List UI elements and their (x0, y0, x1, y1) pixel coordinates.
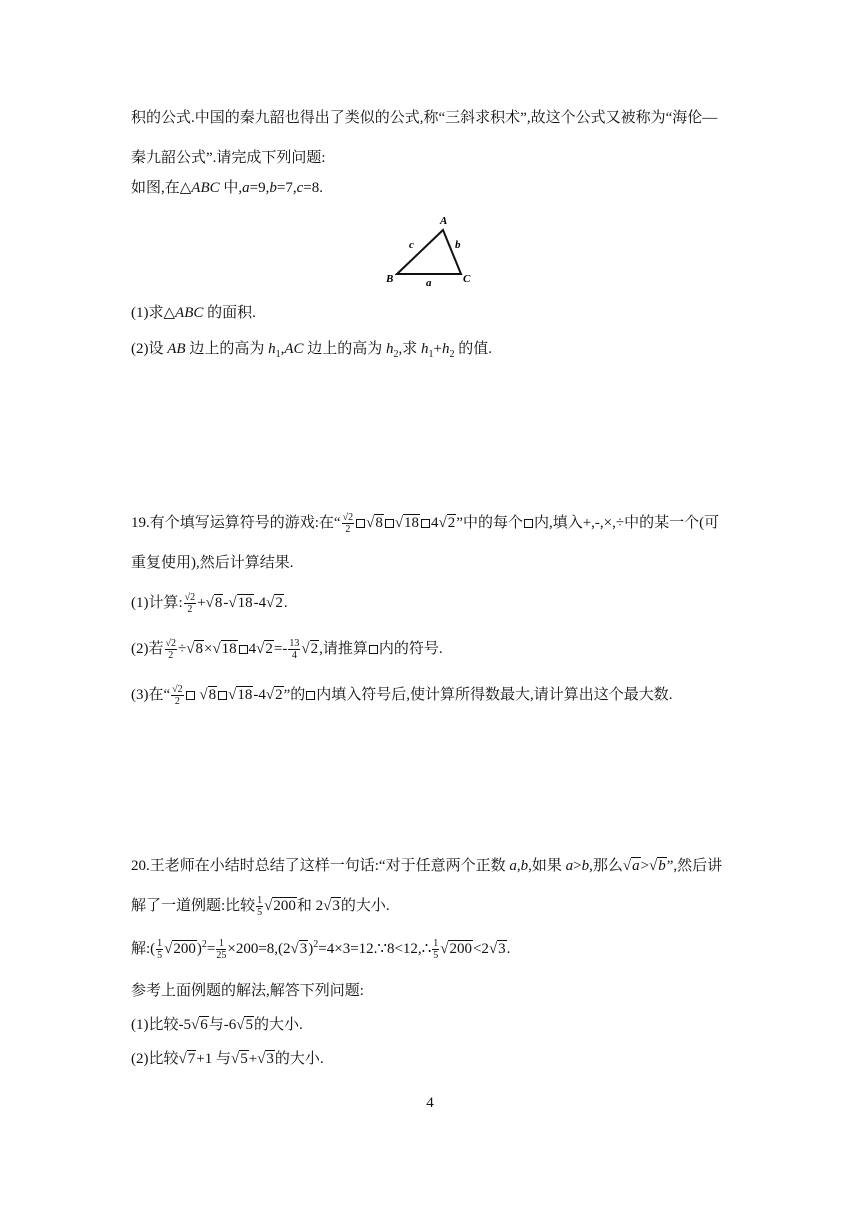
p20-line2: 解了一道例题:比较 $\frac{1}{5}$ √200和 2√3的大小. (131, 895, 390, 919)
side-c-label: c (409, 239, 414, 251)
p20-question-1: (1)比较-5√6与-6√5的大小. (131, 1017, 303, 1033)
p20-question-2: (2)比较√7+1 与√5+√3的大小. (131, 1051, 324, 1067)
page-number: 4 (426, 1095, 434, 1111)
p20-line1: 20.王老师在小结时总结了这样一句话:“对于任意两个正数 a,b,如果 a>b,那么√a>√b”,然后讲 (131, 858, 723, 874)
p18-line1: 积的公式.中国的秦九韶也得出了类似的公式,称“三斜求积术”,故这个公式又被称为“海伦— (131, 110, 718, 126)
p20-reference: 参考上面例题的解法,解答下列问题: (131, 983, 364, 999)
p18-question-1: (1)求△ABC 的面积. (131, 305, 256, 321)
blank-box (385, 519, 394, 528)
p19-line1: 19.有个填写运算符号的游戏:在“ $\frac{√2}{2}$ √8 √18 4√2”中的每个 内,填入+,-,×,÷中的某一个(可 (131, 512, 720, 536)
vertex-b-label: B (386, 273, 394, 285)
triangle-shape (397, 230, 461, 274)
p18-question-2: (2)设 AB 边上的高为 $h_1,AC$ 边上的高为 $h_2$,求 $h_1+h_2$ 的值. (131, 341, 493, 360)
blank-box (524, 519, 533, 528)
blank-box (239, 645, 248, 654)
triangle-figure (383, 212, 478, 290)
p19-question-1: (1)计算: $\frac{√2}{2}$ +√8-√18-4√2. (131, 592, 288, 616)
p18-line2: 秦九韶公式”.请完成下列问题: (131, 150, 326, 166)
blank-box (369, 645, 378, 654)
p20-solution: 解:( $\frac{1}{5}$ √200)$^2$= $\frac{1}{25}$ $\times 200=8,(2√3)^2=4\times 3=12.\because 8<12,\therefore$ $\frac{1}{5}$ √200<2√3. (131, 938, 511, 962)
p18-given: 如图,在△ABC 中,a=9,b=7,c=8. (131, 180, 323, 196)
blank-box (421, 519, 430, 528)
side-a-label: a (426, 277, 432, 289)
side-b-label: b (455, 239, 461, 251)
vertex-c-label: C (463, 273, 471, 285)
p19-question-3: (3)在“ $\frac{√2}{2}$ √8 √18-4√2”的 内填入符号后,使计算所得数最大,请计算出这个最大数. (131, 684, 673, 708)
blank-box (218, 691, 227, 700)
fraction: $\frac{√2}{2}$ (342, 512, 354, 536)
p19-question-2: (2)若 $\frac{√2}{2}$ ÷√8×√18 4√2=- $\frac{13}{4}$ √2,请推算 内的符号. (131, 638, 443, 662)
vertex-a-label: A (440, 215, 448, 227)
blank-box (356, 519, 365, 528)
blank-box (186, 691, 195, 700)
blank-box (306, 691, 315, 700)
p19-line2: 重复使用),然后计算结果. (131, 555, 294, 571)
